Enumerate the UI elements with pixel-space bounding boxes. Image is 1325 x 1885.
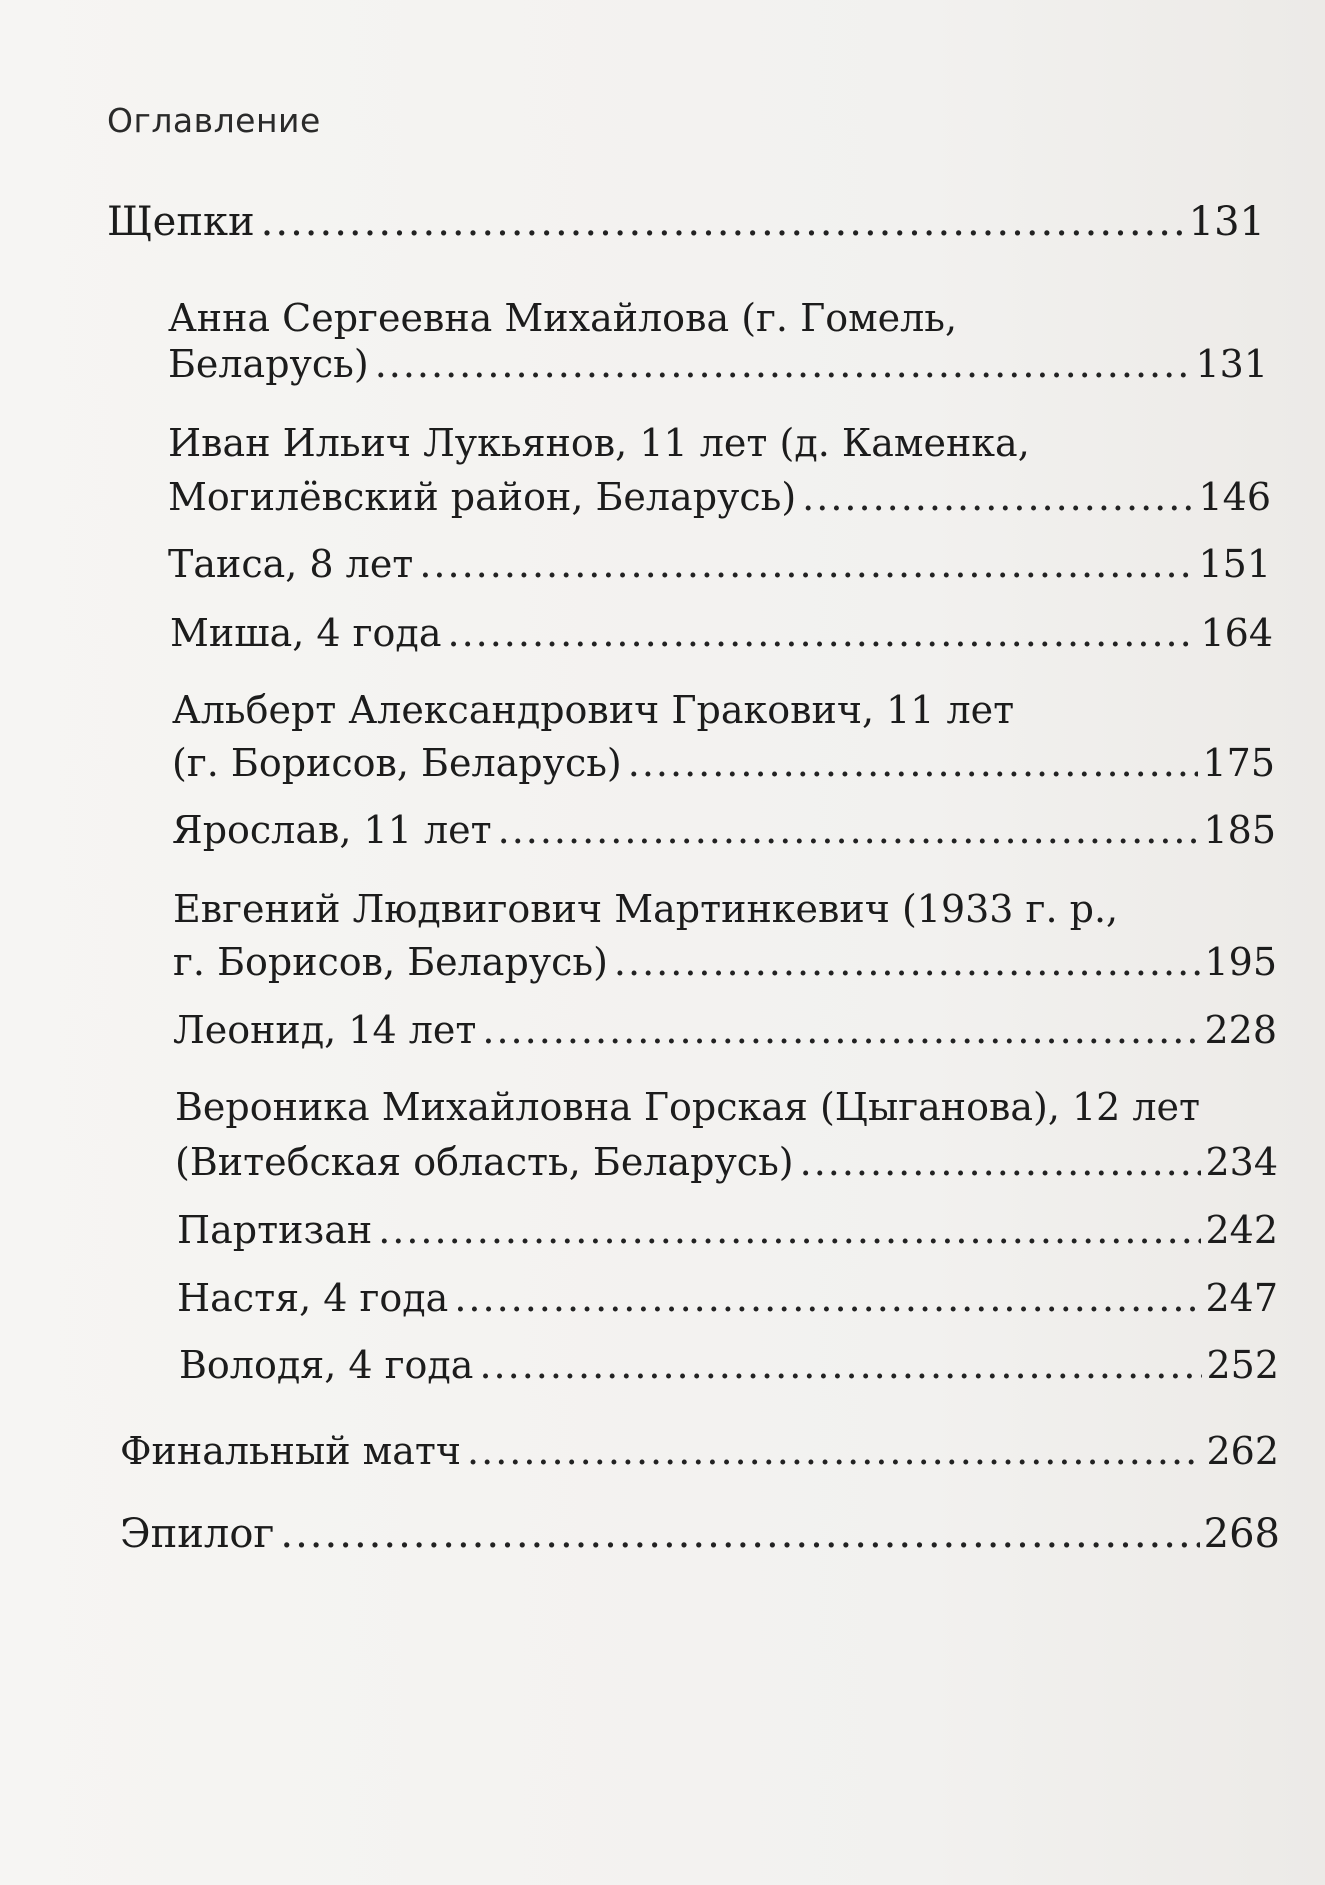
toc-leader-dots [261, 202, 1185, 242]
toc-entry-title: Эпилог [120, 1511, 275, 1557]
toc-entry-title: (Витебская область, Беларусь) [175, 1140, 794, 1184]
toc-leader-dots [378, 1211, 1201, 1249]
toc-entry [172, 808, 1276, 852]
toc-entry-title: г. Борисов, Беларусь) [173, 940, 608, 984]
toc-entry-title: Настя, 4 года [177, 1276, 449, 1320]
toc-page-number: 164 [1200, 611, 1273, 655]
toc-page-number: 146 [1198, 475, 1271, 519]
toc-page-number: 262 [1206, 1429, 1279, 1473]
toc-page-number: 131 [1188, 199, 1265, 245]
toc-leader-dots [628, 744, 1199, 782]
toc-page-number: 195 [1204, 940, 1277, 984]
toc-entry-title: Ярослав, 11 лет [172, 808, 492, 852]
toc-leader-dots [614, 943, 1201, 981]
toc-leader-dots [454, 1279, 1201, 1317]
toc-entry-first-line: Вероника Михайловна Горская (Цыганова), 12 лет [175, 1085, 1201, 1129]
toc-leader-dots [479, 1346, 1202, 1384]
toc-leader-dots [447, 614, 1196, 652]
toc-entry [179, 1343, 1279, 1387]
toc-page-number: 268 [1203, 1511, 1280, 1557]
toc-entry-title: Щепки [107, 199, 255, 245]
toc-entry-first-line: Иван Ильич Лукьянов, 11 лет (д. Каменка, [168, 421, 1030, 465]
toc-page-number: 151 [1198, 542, 1271, 586]
toc-entry [177, 1276, 1278, 1320]
toc-entry-title: Леонид, 14 лет [173, 1008, 477, 1052]
toc-entry [172, 741, 1275, 785]
toc-entry-title: Миша, 4 года [170, 611, 442, 655]
toc-page-number: 228 [1204, 1008, 1277, 1052]
toc-entry [175, 1140, 1278, 1184]
toc-page-number: 131 [1195, 342, 1268, 386]
toc-entry [120, 1511, 1280, 1557]
toc-entry [173, 940, 1277, 984]
toc-entry [168, 475, 1271, 519]
toc-entry-first-line: Альберт Александрович Гракович, 11 лет [172, 688, 1015, 732]
toc-entry [107, 199, 1265, 245]
toc-page-number: 247 [1205, 1276, 1278, 1320]
toc-leader-dots [498, 811, 1200, 849]
toc-leader-dots [280, 1514, 1199, 1554]
page-header: Оглавление [107, 101, 321, 140]
toc-leader-dots [482, 1011, 1200, 1049]
toc-leader-dots [800, 1143, 1202, 1181]
toc-entry-first-line: Евгений Людвигович Мартинкевич (1933 г. р., [173, 887, 1119, 931]
toc-page-number: 242 [1205, 1208, 1278, 1252]
toc-entry-title: Могилёвский район, Беларусь) [168, 475, 797, 519]
toc-leader-dots [375, 345, 1192, 383]
toc-entry-title: (г. Борисов, Беларусь) [172, 741, 622, 785]
toc-entry-title: Беларусь) [168, 342, 369, 386]
toc-page-number: 234 [1205, 1140, 1278, 1184]
toc-entry [170, 611, 1273, 655]
toc-page-number: 175 [1202, 741, 1275, 785]
toc-entry-title: Партизан [177, 1208, 373, 1252]
toc-entry-title: Финальный матч [120, 1429, 462, 1473]
toc-leader-dots [419, 545, 1194, 583]
toc-entry [177, 1208, 1278, 1252]
toc-entry-title: Володя, 4 года [179, 1343, 474, 1387]
toc-entry [168, 542, 1271, 586]
toc-page-number: 185 [1203, 808, 1276, 852]
toc-leader-dots [802, 478, 1194, 516]
toc-entry-first-line: Анна Сергеевна Михайлова (г. Гомель, [168, 296, 958, 340]
toc-entry [168, 342, 1268, 386]
toc-entry [120, 1429, 1279, 1473]
toc-leader-dots [467, 1432, 1202, 1470]
toc-page-number: 252 [1206, 1343, 1279, 1387]
toc-entry-title: Таиса, 8 лет [168, 542, 414, 586]
toc-entry [173, 1008, 1277, 1052]
